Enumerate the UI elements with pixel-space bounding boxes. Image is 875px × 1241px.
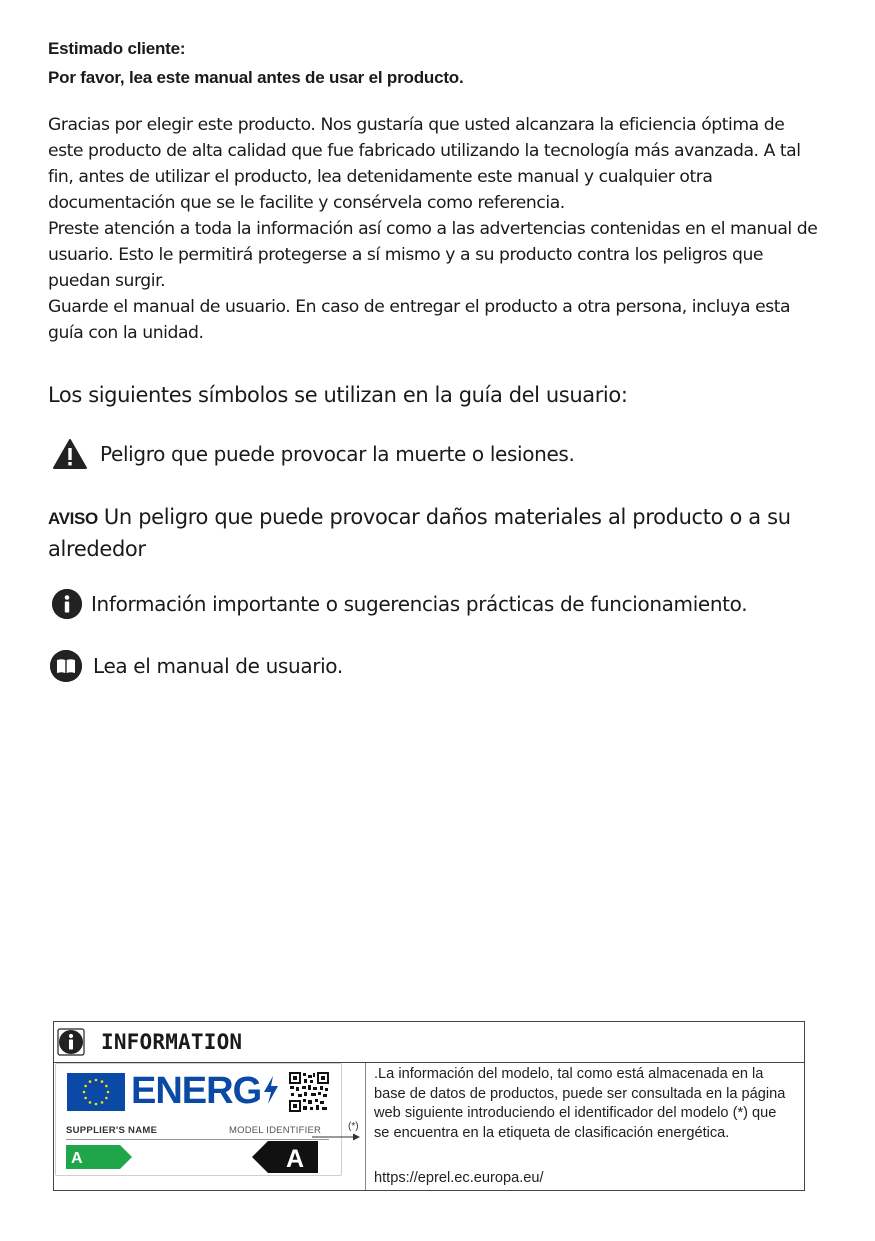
intro-text (48, 112, 818, 346)
info-symbol-row (52, 589, 747, 619)
class-arrow-green (66, 1145, 132, 1169)
info-circle-icon (57, 1028, 85, 1056)
symbols-title: Los siguientes símbolos se utilizan en la guía del usuario: (48, 383, 628, 407)
intro-paragraph: Guarde el manual de usuario. En caso de entregar el producto a otra persona, incluya esta guía con la unidad. (48, 297, 791, 343)
model-identifier: MODEL IDENTIFIER (229, 1125, 322, 1136)
greeting: Estimado cliente: (48, 39, 186, 58)
warning-triangle-icon (52, 438, 88, 470)
class-black-letter: A (286, 1145, 305, 1173)
energy-word: ENERG (131, 1069, 281, 1113)
danger-symbol-row (52, 438, 575, 470)
info-circle-icon (52, 589, 82, 619)
information-body (54, 1063, 804, 1190)
aviso-label: Un peligro que puede provocar daños materiales al producto o a su alrededor (48, 505, 791, 561)
information-description: .La información del modelo, tal como está almacenada en la base de datos de productos, puede ser consultada en la página web siguiente introduciendo el identificador del modelo (*) que se encuentra en la etiqueta de clasificación energética. (374, 1066, 786, 1141)
information-title: INFORMATION (101, 1030, 243, 1054)
label-divider (66, 1139, 329, 1140)
manual-notice: Por favor, lea este manual antes de usar el producto. (48, 68, 464, 87)
header (48, 34, 828, 92)
asterisk-marker: (*) (348, 1121, 359, 1132)
aviso-row (48, 502, 808, 565)
class-arrow-black (252, 1141, 318, 1173)
intro-paragraph: Gracias por elegir este producto. Nos gustaría que usted alcanzara la eficiencia óptima de este producto de alta calidad que fue fabricado utilizando la tecnología más avanzada. A tal fin, antes de utilizar el producto, lea detenidamente este manual y cualquier otra documentación que se le facilite y consérvela como referencia. (48, 115, 801, 213)
qr-code-icon (289, 1072, 329, 1112)
danger-label: Peligro que puede provocar la muerte o lesiones. (100, 442, 575, 466)
eprel-link[interactable]: https://eprel.ec.europa.eu/ (374, 1170, 544, 1186)
manual-symbol-row (50, 650, 343, 682)
energy-label-panel (54, 1063, 366, 1190)
eu-flag-icon (67, 1073, 125, 1111)
information-header (54, 1022, 804, 1063)
aviso-tag: AVISO (48, 509, 98, 528)
class-green-letter: A (71, 1150, 83, 1167)
supplier-name: SUPPLIER'S NAME (66, 1125, 158, 1136)
manual-label: Lea el manual de usuario. (93, 654, 343, 678)
intro-paragraph: Preste atención a toda la información así como a las advertencias contenidas en el manual de usuario. Esto le permitirá protegerse a sí mismo y a su producto contra los peligros que puedan surgir. (48, 219, 818, 291)
information-text-panel (366, 1063, 804, 1190)
information-box (53, 1021, 805, 1191)
book-icon (50, 650, 82, 682)
info-label: Información importante o sugerencias prácticas de funcionamiento. (91, 592, 748, 616)
energy-label (55, 1063, 342, 1176)
